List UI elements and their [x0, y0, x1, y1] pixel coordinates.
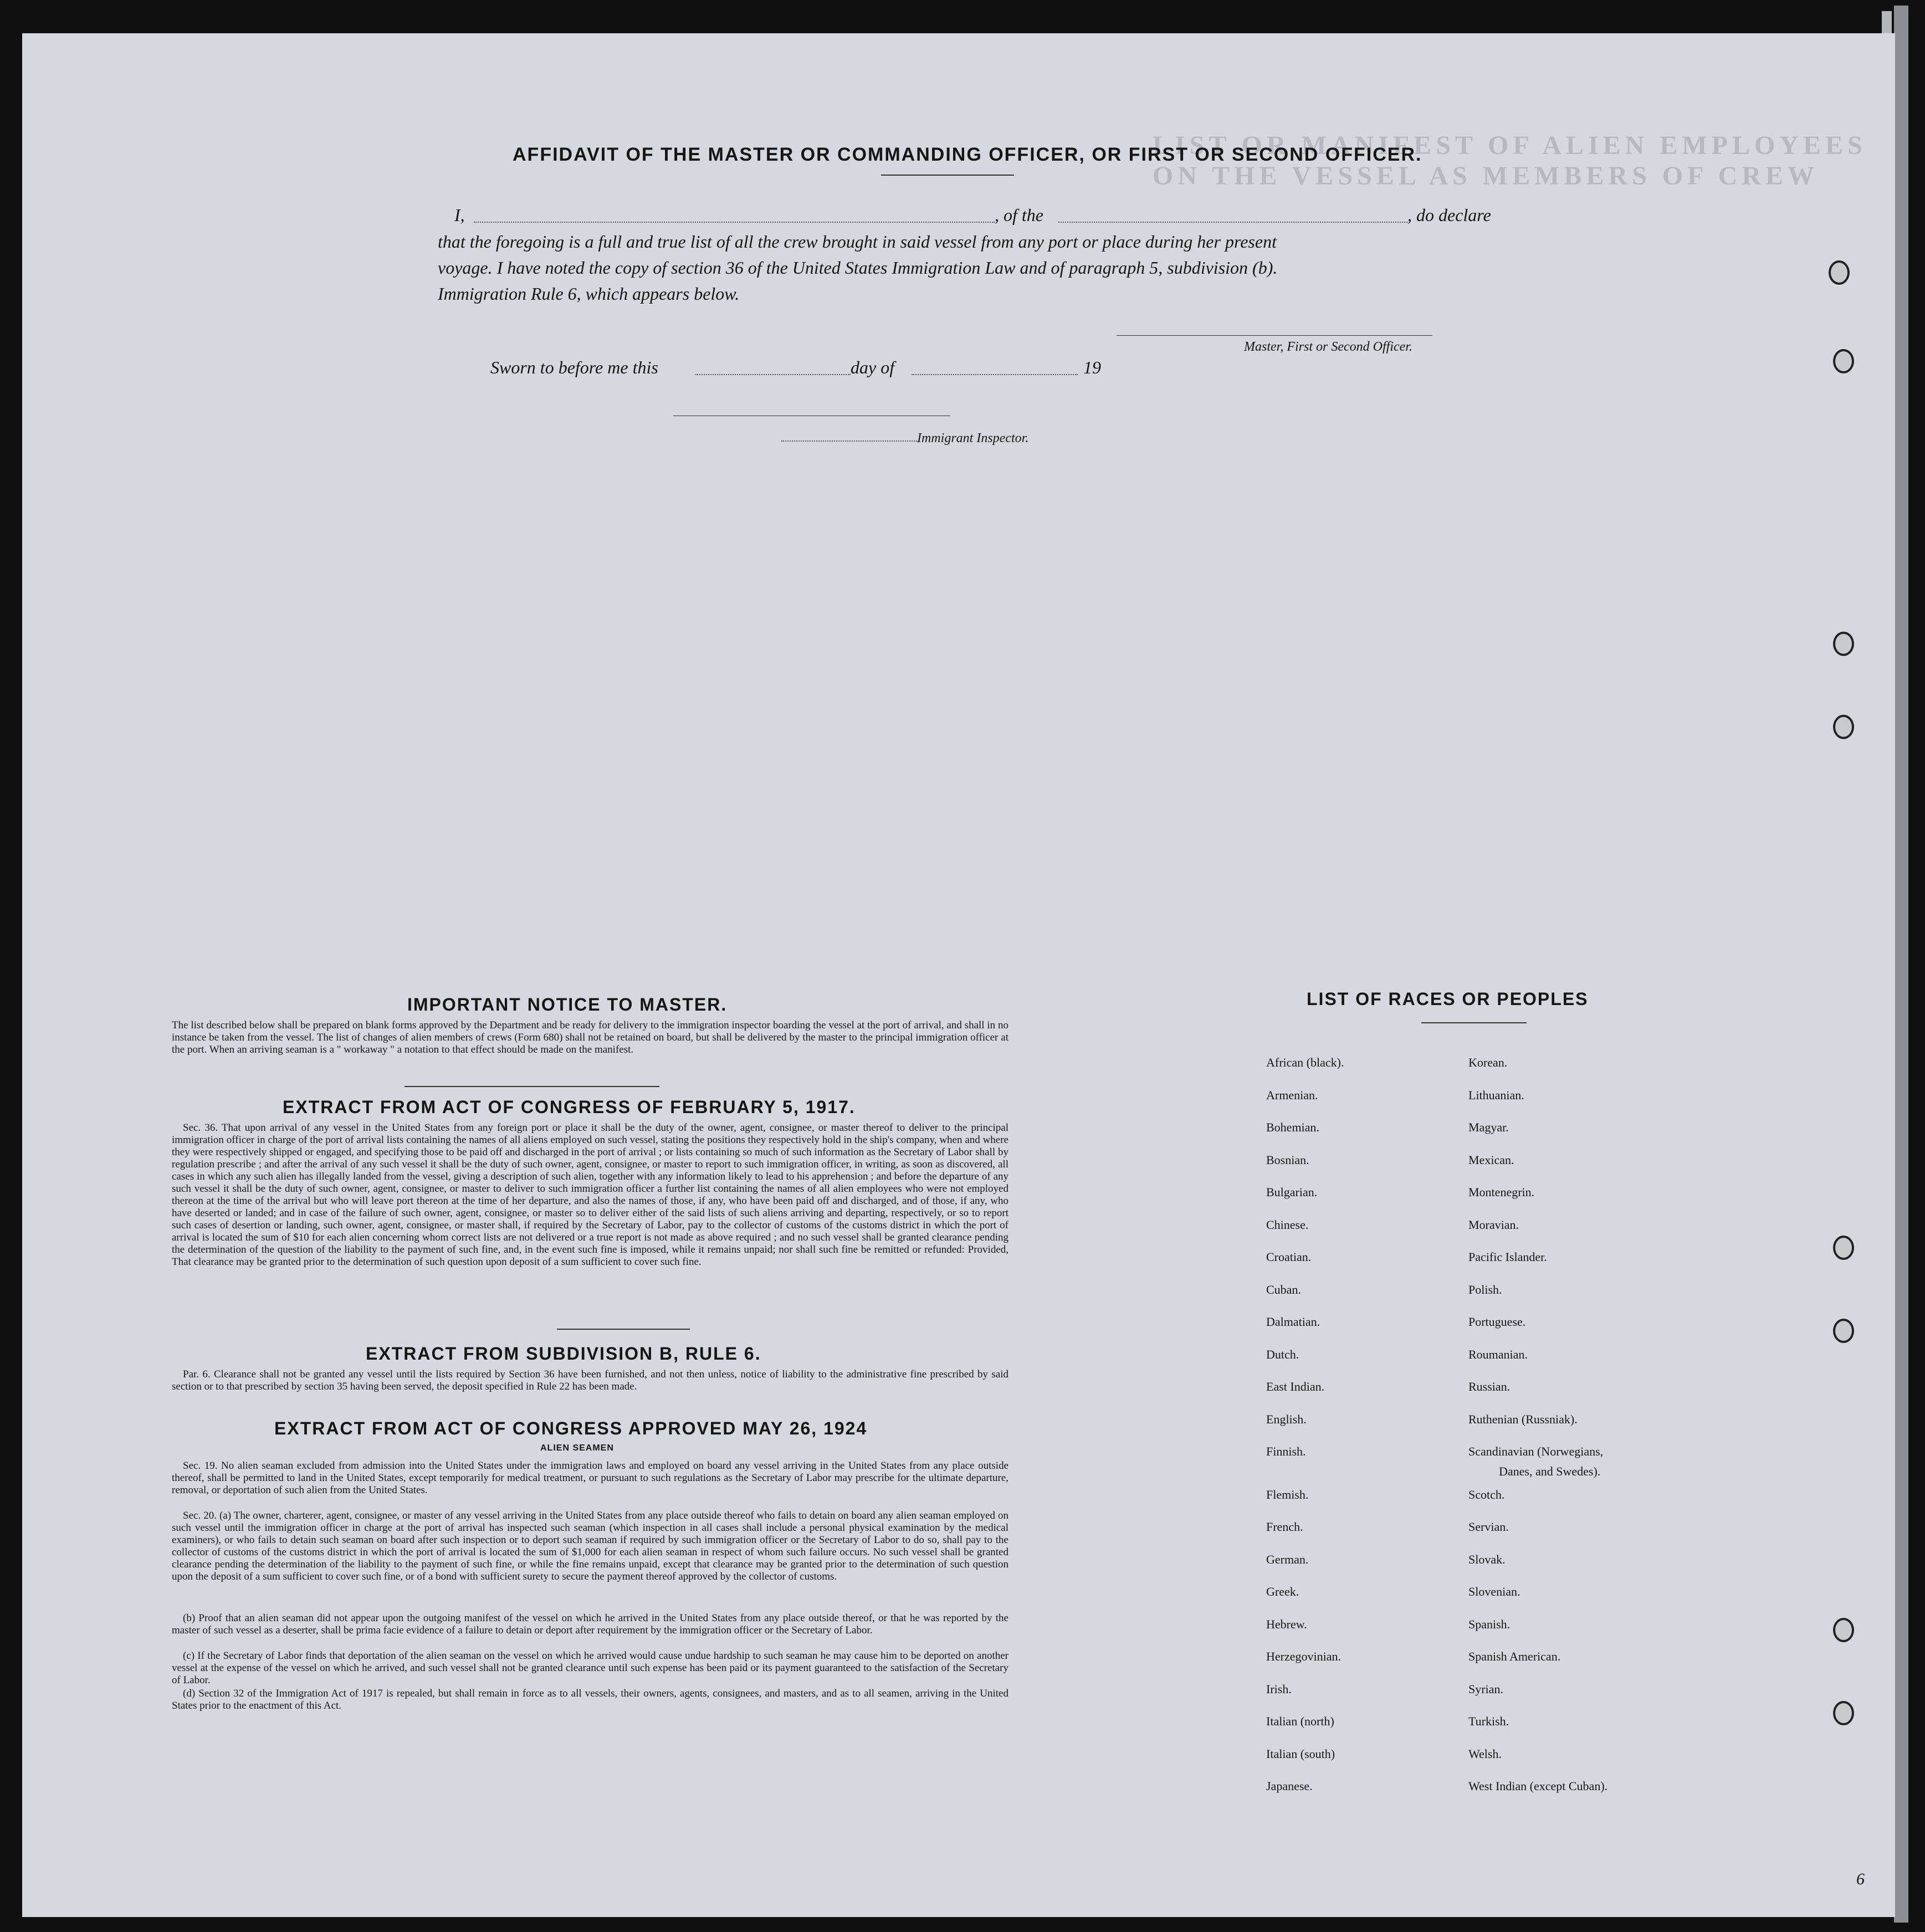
race-item: Flemish.: [1266, 1487, 1309, 1501]
extract-1917-title: EXTRACT FROM ACT OF CONGRESS OF FEBRUARY 5, 1917.: [283, 1097, 856, 1117]
extract-1917-body: Sec. 36. That upon arrival of any vessel in the United States from any foreign port or place it shall be the duty of the owner, agent, consignee, or master thereof to deliver to the principal immigration officer in charge of the port of arrival lists containing the names of all aliens employed on such vessel, stating the positions they respectively hold in the ship's company, when and where they were respectively shipped or engaged, and specifying those to be paid off and discharged in the port of arrival ; or lists containing so much of such information as the Secretary of Labor shall by regulation prescribe ; and after the arrival of any such vessel it shall be the duty of such owner, agent, consignee, or master to report to such immigration officer, in writing, as soon as discovered, all cases in which any such alien has illegally landed from the vessel, giving a description of such alien, together with any information likely to lead to his apprehension ; and before the departure of any such vessel it shall be the duty of such owner, agent, consignee, or master to deliver to such immigration officer a further list containing the names of all alien employees who were not employed thereon at the time of the arrival but who will leave port thereon at the time of her departure, and also the names of those, if any, who have been paid off and discharged, and of those, if any, who have deserted or landed; and in case of the failure of such owner, agent, consignee, or master so to deliver either of the said lists of such aliens arriving and departing, respectively, or so to report such cases of desertion or landing, such owner, agent, consignee, or master shall, if required by the Secretary of Labor, pay to the collector of customs of the customs district in which the port of arrival is located the sum of $10 for each alien concerning whom correct lists are not delivered or a true report is not made as above required ; and no such vessel shall be granted clearance pending the determination of the question of the liability to the payment of such fine, and, in the event such fine is imposed, while it remains unpaid; nor shall such fine be remitted or refunded: Provided, That clearance may be granted prior to the determination of such question upon deposit of a sum sufficient to cover such fine.: [172, 1122, 1008, 1268]
binding-hole: [1833, 632, 1854, 656]
race-item: Bosnian.: [1266, 1152, 1309, 1167]
extract-1924-sec20c: (c) If the Secretary of Labor finds that deportation of the alien seaman on the vessel on which he arrived would cause undue hardship to such seaman he may cause him to be deported on another vessel at the expense of the vessel on which he arrived, and such vessel shall not be granted clearance until such expense has been paid or its payment guaranteed to the satisfaction of the Secretary of Labor.: [172, 1650, 1008, 1686]
race-item: Italian (north): [1266, 1714, 1334, 1728]
race-item: French.: [1266, 1520, 1303, 1534]
corner-handwritten-mark: 6: [1856, 1870, 1865, 1888]
extract-1924-sec20b: (b) Proof that an alien seaman did not appear upon the outgoing manifest of the vessel on which he arrived in the United States from any place outside thereof, or that he was reported by the master of such vessel as a deserter, shall be prima facie evidence of a failure to detain or deport after requirement by the immigration officer or the Secretary of Labor.: [172, 1612, 1008, 1636]
year-text: 19: [1083, 357, 1101, 377]
notice-body: The list described below shall be prepared on blank forms approved by the Department and be ready for delivery to the immigration inspector boarding the vessel at the port of arrival, and shall in no instance be taken from the vessel. The list of changes of alien members of crews (Form 680) shall not be retained on board, but shall be delivered by the master to the principal immigration officer at the port. When an arriving seaman is a " workaway " a notation to that effect should be made on the manifest.: [172, 1019, 1008, 1055]
divider: [405, 1086, 659, 1087]
page-edge-shadow: [1894, 6, 1908, 1923]
race-item: Spanish American.: [1468, 1649, 1561, 1663]
binding-hole: [1833, 349, 1854, 373]
master-label: Master, First or Second Officer.: [1244, 340, 1412, 354]
race-item: Magyar.: [1468, 1120, 1509, 1134]
race-item: Polish.: [1468, 1282, 1502, 1296]
race-item: Servian.: [1468, 1520, 1509, 1534]
race-item: Slovenian.: [1468, 1585, 1520, 1598]
divider: [881, 175, 1014, 176]
race-item: Ruthenian (Russniak).: [1468, 1412, 1578, 1426]
race-item: Lithuanian.: [1468, 1088, 1524, 1102]
race-item: Mexican.: [1468, 1152, 1514, 1167]
race-item: Roumanian.: [1468, 1347, 1528, 1361]
race-item: Scandinavian (Norwegians,: [1468, 1444, 1604, 1458]
binding-hole: [1833, 715, 1854, 739]
race-item: Bulgarian.: [1266, 1185, 1318, 1199]
race-item: East Indian.: [1266, 1380, 1325, 1393]
affidavit-of-the: , of the: [995, 205, 1043, 225]
race-item: Dutch.: [1266, 1347, 1299, 1361]
race-item: Slovak.: [1468, 1552, 1506, 1566]
race-item: Italian (south): [1266, 1746, 1335, 1761]
vessel-line: [1058, 222, 1407, 223]
race-item: English.: [1266, 1412, 1307, 1426]
race-item: Japanese.: [1266, 1779, 1313, 1793]
race-item: African (black).: [1266, 1055, 1344, 1069]
extract-1924-sec20d: (d) Section 32 of the Immigration Act of 1917 is repealed, but shall remain in force as to all vessels, their owners, agents, consignees, and masters, and as to all seamen, arriving in the United States prior to the enactment of this Act.: [172, 1688, 1008, 1711]
extract-1924-title: EXTRACT FROM ACT OF CONGRESS APPROVED MAY 26, 1924: [274, 1418, 868, 1438]
sworn-day-line: [695, 374, 851, 375]
race-item: Pacific Islander.: [1468, 1250, 1547, 1264]
race-item: Turkish.: [1468, 1714, 1509, 1728]
binding-hole: [1833, 1319, 1854, 1343]
extract-1924-sec20a: Sec. 20. (a) The owner, charterer, agent, consignee, or master of any vessel arriving in the United States from any place outside thereof who fails to detain on board any alien seaman employed on such vessel until the immigration officer in charge at the port of arrival has inspected such seaman (which inspection in all cases shall include a personal physical examination by the medical examiners), or who fails to detain such seaman on board after such inspection or to deport such seaman if required by such immigration officer or the Secretary of Labor to do so, shall pay to the collector of customs of the customs district in which the port of arrival is located the sum of $1,000 for each alien seaman in respect of whom such failure occurs. No such vessel shall be granted clearance pending the determination of the liability to the payment of such fine, or while the fine remains unpaid, except that clearance may be granted prior to the determination of such question upon the deposit of a sum sufficient to cover such fine, or of a bond with sufficient surety to secure the payment thereof approved by the collector of customs.: [172, 1510, 1008, 1582]
race-item: Portuguese.: [1468, 1315, 1526, 1329]
subdivision-b-title: EXTRACT FROM SUBDIVISION B, RULE 6.: [366, 1344, 761, 1364]
affidavit-line-2: that the foregoing is a full and true list of all the crew brought in said vessel from any port or place during her present: [438, 232, 1277, 252]
race-item: Herzegovinian.: [1266, 1649, 1341, 1663]
race-item: Armenian.: [1266, 1088, 1318, 1102]
sworn-text: Sworn to before me this: [490, 357, 658, 377]
races-title: LIST OF RACES OR PEOPLES: [1307, 989, 1589, 1009]
race-item: Hebrew.: [1266, 1617, 1307, 1631]
bleed-through-text: LIST OR MANIFEST OF ALIEN EMPLOYEES ON THE VESSEL AS MEMBERS OF CREW: [1153, 131, 1867, 191]
affidavit-title: AFFIDAVIT OF THE MASTER OR COMMANDING OFFICER, OR FIRST OR SECOND OFFICER.: [513, 144, 1422, 165]
inspector-line: [781, 440, 917, 442]
race-item: Irish.: [1266, 1682, 1292, 1696]
affidavit-line-4: Immigration Rule 6, which appears below.: [438, 284, 740, 304]
race-item: German.: [1266, 1552, 1309, 1566]
extract-1924-subtitle: ALIEN SEAMEN: [540, 1443, 614, 1453]
binding-hole: [1833, 1618, 1854, 1642]
signature-line: [1117, 335, 1432, 336]
document-page: [22, 33, 1895, 1917]
race-item: Scotch.: [1468, 1487, 1505, 1501]
race-item: Russian.: [1468, 1380, 1511, 1393]
extract-1924-sec19: Sec. 19. No alien seaman excluded from admission into the United States under the immigration laws and employed on board any vessel arriving in the United States from any place outside thereof, shall be permitted to land in the United States, except temporarily for medical treatment, or pursuant to such regulations as the Secretary of Labor may prescribe for the ultimate departure, removal, or deportation of such alien from the United States.: [172, 1460, 1008, 1496]
notice-title: IMPORTANT NOTICE TO MASTER.: [407, 995, 728, 1014]
race-item: Chinese.: [1266, 1217, 1309, 1232]
race-item: Bohemian.: [1266, 1120, 1319, 1134]
race-item-scandinavian-cont: Danes, and Swedes).: [1499, 1464, 1601, 1478]
binding-hole: [1833, 1701, 1854, 1725]
sworn-month-line: [912, 374, 1078, 375]
race-item: Dalmatian.: [1266, 1315, 1320, 1329]
affidavit-line-3: voyage. I have noted the copy of section 36 of the United States Immigration Law and of paragraph 5, subdivision (b).: [438, 258, 1278, 278]
race-item: Finnish.: [1266, 1444, 1306, 1458]
divider: [557, 1329, 690, 1330]
binding-hole: [1829, 260, 1850, 285]
race-item: Montenegrin.: [1468, 1185, 1535, 1199]
binding-hole: [1833, 1236, 1854, 1260]
subdivision-b-body: Par. 6. Clearance shall not be granted any vessel until the lists required by Section 36 have been furnished, and not then unless, notice of liability to the administrative fine prescribed by said section or to that prescribed by section 35 having been served, the deposit specified in Rule 22 has been made.: [172, 1369, 1008, 1392]
day-of-text: day of: [851, 357, 895, 377]
race-item: Syrian.: [1468, 1682, 1503, 1696]
race-item: Cuban.: [1266, 1282, 1301, 1296]
inspector-label: Immigrant Inspector.: [917, 431, 1029, 445]
race-item: Welsh.: [1468, 1746, 1502, 1761]
race-item: West Indian (except Cuban).: [1468, 1779, 1608, 1793]
affidavit-i: I,: [454, 205, 465, 225]
race-item: Spanish.: [1468, 1617, 1511, 1631]
race-item: Greek.: [1266, 1585, 1299, 1598]
race-item: Moravian.: [1468, 1217, 1519, 1232]
divider: [1421, 1022, 1527, 1023]
affidavit-do-declare: , do declare: [1407, 205, 1491, 225]
name-line: [474, 222, 995, 223]
race-item: Croatian.: [1266, 1250, 1312, 1264]
race-item: Korean.: [1468, 1055, 1508, 1069]
